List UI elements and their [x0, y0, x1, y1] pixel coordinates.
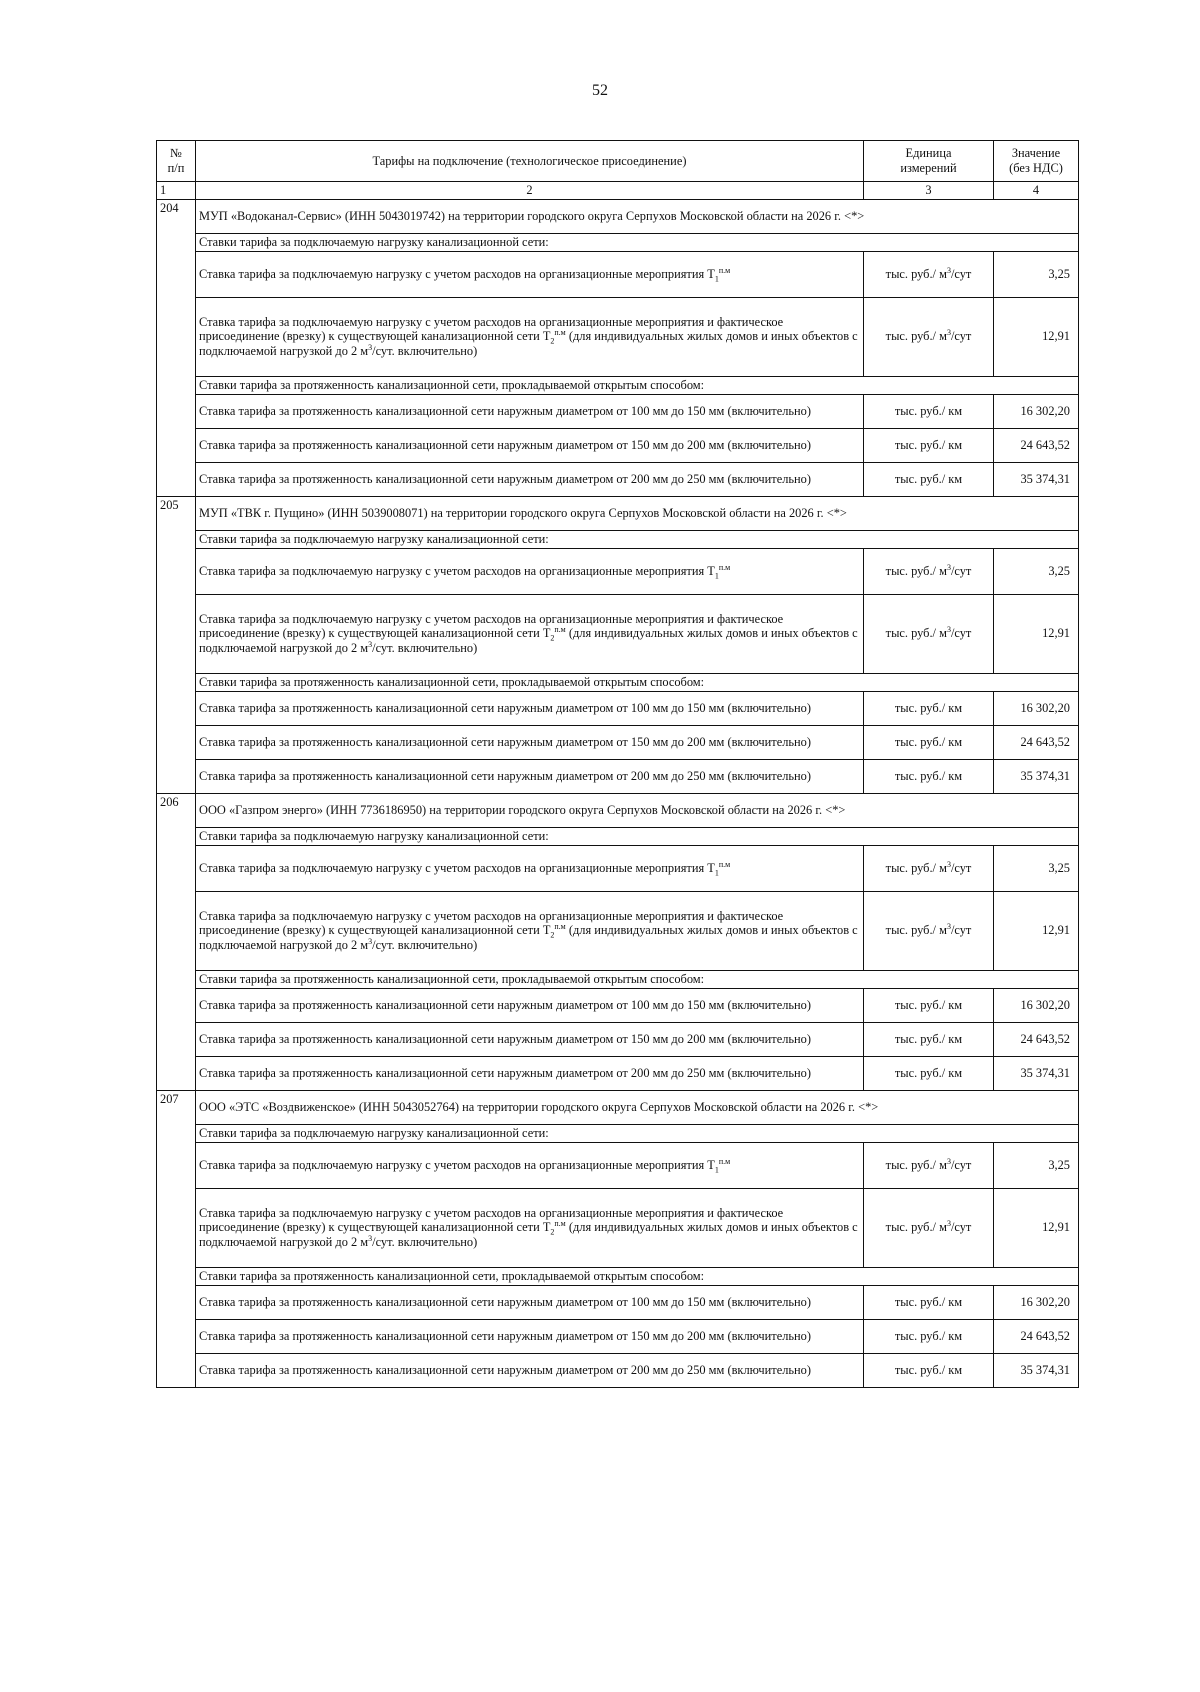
t2-text: /сут. включительно): [372, 938, 478, 953]
t2-value: 12,91: [994, 891, 1079, 970]
len-unit: тыс. руб./ км: [864, 759, 994, 793]
len-100-150-value: 16 302,20: [994, 691, 1079, 725]
page-number: 52: [592, 82, 608, 99]
connection-section-label: Ставки тарифа за подключаемую нагрузку канализационной сети:: [199, 828, 549, 843]
t2-description: [196, 594, 864, 673]
t1-sup: п.м: [718, 562, 731, 572]
t1-text: Ставка тарифа за подключаемую нагрузку с учетом расходов на организационные мероприятия T: [199, 860, 715, 875]
len-200-250-value: 35 374,31: [994, 462, 1079, 496]
table-row: [157, 1319, 1079, 1353]
t1-sub: 1: [714, 571, 719, 581]
t1-unit: [864, 548, 994, 594]
column-index: 3: [864, 182, 994, 200]
unit-text: /сут: [950, 923, 972, 938]
t2-sub: 2: [550, 633, 555, 643]
len-200-250-description: Ставка тарифа за протяженность канализационной сети наружным диаметром от 200 мм до 250 мм (включительно): [196, 1353, 864, 1387]
section-row: [157, 233, 1079, 251]
section-row: [157, 970, 1079, 988]
t2-sub: 2: [550, 336, 555, 346]
unit-text: /сут: [950, 1220, 972, 1235]
len-150-200-description: Ставка тарифа за протяженность канализационной сети наружным диаметром от 150 мм до 200 мм (включительно): [196, 1319, 864, 1353]
t1-value: 3,25: [994, 845, 1079, 891]
t2-text: Ставка тарифа за подключаемую нагрузку с учетом расходов на организационные мероприятия и фактическое присоединение (врезку) к существующей канализационной сети T: [199, 314, 784, 344]
len-150-200-value: 24 643,52: [994, 1022, 1079, 1056]
connection-section-title: [196, 1124, 1079, 1142]
t1-unit: [864, 845, 994, 891]
t2-sup3: 3: [368, 343, 373, 353]
table-row: [157, 759, 1079, 793]
t2-sup: п.м: [554, 1219, 566, 1229]
length-section-title: [196, 376, 1079, 394]
len-unit: тыс. руб./ км: [864, 1353, 994, 1387]
section-row: [157, 673, 1079, 691]
len-100-150-description: Ставка тарифа за протяженность канализационной сети наружным диаметром от 100 мм до 150 мм (включительно): [196, 394, 864, 428]
t2-text: (для индивидуальных жилых домов и иных объектов с подключаемой нагрузкой до 2 м: [199, 329, 858, 359]
t2-sup3: 3: [368, 937, 373, 947]
connection-section-label: Ставки тарифа за подключаемую нагрузку канализационной сети:: [199, 234, 549, 249]
len-unit: тыс. руб./ км: [864, 691, 994, 725]
table-row: [157, 1056, 1079, 1090]
org-title: [196, 1090, 1079, 1124]
header-desc-label: Тарифы на подключение (технологическое присоединение): [372, 153, 687, 168]
header-num: [157, 141, 196, 182]
org-title-row: [157, 793, 1079, 827]
t2-unit: [864, 891, 994, 970]
table-row: [157, 1353, 1079, 1387]
tariff-table: [156, 140, 1079, 1388]
len-100-150-description: Ставка тарифа за протяженность канализационной сети наружным диаметром от 100 мм до 150 мм (включительно): [196, 988, 864, 1022]
t2-sub: 2: [550, 930, 555, 940]
t1-value: 3,25: [994, 548, 1079, 594]
org-number: [157, 496, 196, 793]
t1-sup: п.м: [718, 859, 731, 869]
section-row: [157, 827, 1079, 845]
org-title-row: [157, 199, 1079, 233]
t1-text: Ставка тарифа за подключаемую нагрузку с учетом расходов на организационные мероприятия T: [199, 563, 715, 578]
org-title: [196, 793, 1079, 827]
t2-sup3: 3: [368, 1234, 373, 1244]
t1-description: [196, 548, 864, 594]
table-row: [157, 845, 1079, 891]
t1-sub: 1: [714, 1165, 719, 1175]
table-row: [157, 297, 1079, 376]
t2-description: [196, 297, 864, 376]
len-unit: тыс. руб./ км: [864, 988, 994, 1022]
unit-sup: 3: [946, 1156, 951, 1166]
t1-unit: [864, 1142, 994, 1188]
org-title-row: [157, 496, 1079, 530]
table-row: [157, 1285, 1079, 1319]
t2-text: (для индивидуальных жилых домов и иных объектов с подключаемой нагрузкой до 2 м: [199, 1220, 858, 1250]
org-number: [157, 199, 196, 496]
header-unit: [864, 141, 994, 182]
unit-sup: 3: [946, 328, 951, 338]
t2-text: /сут. включительно): [372, 344, 478, 359]
t1-unit: [864, 251, 994, 297]
table-row: [157, 594, 1079, 673]
table-row: [157, 988, 1079, 1022]
len-200-250-description: Ставка тарифа за протяженность канализационной сети наружным диаметром от 200 мм до 250 мм (включительно): [196, 462, 864, 496]
org-title-label: ООО «Газпром энерго» (ИНН 7736186950) на территории городского округа Серпухов Московской области на 2026 г. <*>: [199, 802, 846, 817]
table-row: [157, 394, 1079, 428]
unit-sup: 3: [946, 859, 951, 869]
table-row: [157, 1022, 1079, 1056]
table-row: [157, 251, 1079, 297]
len-100-150-description: Ставка тарифа за протяженность канализационной сети наружным диаметром от 100 мм до 150 мм (включительно): [196, 691, 864, 725]
len-100-150-description: Ставка тарифа за протяженность канализационной сети наружным диаметром от 100 мм до 150 мм (включительно): [196, 1285, 864, 1319]
column-index: 2: [196, 182, 864, 200]
unit-text: тыс. руб./ м: [885, 860, 947, 875]
unit-sup: 3: [946, 922, 951, 932]
length-section-title: [196, 970, 1079, 988]
header-value-label: Значение (без НДС): [1009, 146, 1063, 175]
t2-text: (для индивидуальных жилых домов и иных объектов с подключаемой нагрузкой до 2 м: [199, 626, 858, 656]
len-200-250-value: 35 374,31: [994, 759, 1079, 793]
t2-text: /сут. включительно): [372, 641, 478, 656]
len-200-250-description: Ставка тарифа за протяженность канализационной сети наружным диаметром от 200 мм до 250 мм (включительно): [196, 1056, 864, 1090]
org-number: [157, 793, 196, 1090]
len-150-200-description: Ставка тарифа за протяженность канализационной сети наружным диаметром от 150 мм до 200 мм (включительно): [196, 428, 864, 462]
org-number: [157, 1090, 196, 1387]
unit-text: /сут: [950, 860, 972, 875]
t2-text: Ставка тарифа за подключаемую нагрузку с учетом расходов на организационные мероприятия и фактическое присоединение (врезку) к существующей канализационной сети T: [199, 908, 784, 938]
t2-text: Ставка тарифа за подключаемую нагрузку с учетом расходов на организационные мероприятия и фактическое присоединение (врезку) к существующей канализационной сети T: [199, 611, 784, 641]
unit-sup: 3: [946, 625, 951, 635]
connection-section-label: Ставки тарифа за подключаемую нагрузку канализационной сети:: [199, 1125, 549, 1140]
unit-text: тыс. руб./ м: [885, 1220, 947, 1235]
length-section-label: Ставки тарифа за протяженность канализационной сети, прокладываемой открытым способом:: [199, 674, 705, 689]
header-unit-label: Единица измерений: [900, 146, 957, 175]
t2-sub: 2: [550, 1227, 555, 1237]
len-unit: тыс. руб./ км: [864, 428, 994, 462]
t2-value: 12,91: [994, 1188, 1079, 1267]
len-100-150-value: 16 302,20: [994, 394, 1079, 428]
connection-section-label: Ставки тарифа за подключаемую нагрузку канализационной сети:: [199, 531, 549, 546]
unit-text: тыс. руб./ м: [885, 266, 947, 281]
unit-text: тыс. руб./ м: [885, 1157, 947, 1172]
org-title-row: [157, 1090, 1079, 1124]
table-row: [157, 548, 1079, 594]
column-index: 1: [157, 182, 196, 200]
org-title-label: МУП «Водоканал-Сервис» (ИНН 5043019742) на территории городского округа Серпухов Московской области на 2026 г. <*>: [199, 208, 865, 223]
org-number-label: 204: [160, 200, 179, 215]
org-number-label: 205: [160, 497, 179, 512]
t2-description: [196, 891, 864, 970]
length-section-label: Ставки тарифа за протяженность канализационной сети, прокладываемой открытым способом:: [199, 377, 705, 392]
column-index-row: [157, 182, 1079, 200]
unit-text: тыс. руб./ м: [885, 329, 947, 344]
t2-value: 12,91: [994, 594, 1079, 673]
length-section-title: [196, 673, 1079, 691]
unit-text: тыс. руб./ м: [885, 626, 947, 641]
t1-description: [196, 845, 864, 891]
t2-text: Ставка тарифа за подключаемую нагрузку с учетом расходов на организационные мероприятия и фактическое присоединение (врезку) к существующей канализационной сети T: [199, 1205, 784, 1235]
unit-text: /сут: [950, 329, 972, 344]
t2-sup3: 3: [368, 640, 373, 650]
org-title-label: МУП «ТВК г. Пущино» (ИНН 5039008071) на территории городского округа Серпухов Московской области на 2026 г. <*>: [199, 505, 847, 520]
t1-description: [196, 1142, 864, 1188]
t2-text: (для индивидуальных жилых домов и иных объектов с подключаемой нагрузкой до 2 м: [199, 923, 858, 953]
t2-sup: п.м: [554, 328, 566, 338]
t1-sup: п.м: [718, 265, 731, 275]
section-row: [157, 376, 1079, 394]
len-150-200-value: 24 643,52: [994, 1319, 1079, 1353]
table-row: [157, 462, 1079, 496]
table-row: [157, 691, 1079, 725]
unit-text: /сут: [950, 1157, 972, 1172]
connection-section-title: [196, 530, 1079, 548]
t1-value: 3,25: [994, 1142, 1079, 1188]
t1-text: Ставка тарифа за подключаемую нагрузку с учетом расходов на организационные мероприятия T: [199, 1157, 715, 1172]
len-unit: тыс. руб./ км: [864, 725, 994, 759]
org-title-label: ООО «ЭТС «Воздвиженское» (ИНН 5043052764) на территории городского округа Серпухов Московской области на 2026 г. <*>: [199, 1099, 879, 1114]
t2-sup: п.м: [554, 625, 566, 635]
unit-sup: 3: [946, 1219, 951, 1229]
section-row: [157, 1124, 1079, 1142]
unit-sup: 3: [946, 562, 951, 572]
org-title: [196, 496, 1079, 530]
connection-section-title: [196, 233, 1079, 251]
header-num-label: № п/п: [167, 146, 185, 175]
t2-sup: п.м: [554, 922, 566, 932]
unit-text: тыс. руб./ м: [885, 563, 947, 578]
t2-value: 12,91: [994, 297, 1079, 376]
t2-unit: [864, 1188, 994, 1267]
len-unit: тыс. руб./ км: [864, 1285, 994, 1319]
t2-text: /сут. включительно): [372, 1235, 478, 1250]
table-row: [157, 891, 1079, 970]
table-row: [157, 428, 1079, 462]
len-150-200-description: Ставка тарифа за протяженность канализационной сети наружным диаметром от 150 мм до 200 мм (включительно): [196, 725, 864, 759]
len-unit: тыс. руб./ км: [864, 462, 994, 496]
len-unit: тыс. руб./ км: [864, 394, 994, 428]
t2-unit: [864, 594, 994, 673]
unit-text: тыс. руб./ м: [885, 923, 947, 938]
unit-text: /сут: [950, 563, 972, 578]
unit-text: /сут: [950, 626, 972, 641]
table-row: [157, 1188, 1079, 1267]
table-row: [157, 725, 1079, 759]
length-section-label: Ставки тарифа за протяженность канализационной сети, прокладываемой открытым способом:: [199, 971, 705, 986]
len-200-250-value: 35 374,31: [994, 1056, 1079, 1090]
t1-text: Ставка тарифа за подключаемую нагрузку с учетом расходов на организационные мероприятия T: [199, 266, 715, 281]
len-100-150-value: 16 302,20: [994, 988, 1079, 1022]
org-number-label: 207: [160, 1091, 179, 1106]
t1-sup: п.м: [718, 1156, 731, 1166]
connection-section-title: [196, 827, 1079, 845]
t2-description: [196, 1188, 864, 1267]
header-desc: [196, 141, 864, 182]
org-number-label: 206: [160, 794, 179, 809]
column-index: 4: [994, 182, 1079, 200]
section-row: [157, 1267, 1079, 1285]
org-title: [196, 199, 1079, 233]
t1-value: 3,25: [994, 251, 1079, 297]
len-150-200-value: 24 643,52: [994, 428, 1079, 462]
table-row: [157, 1142, 1079, 1188]
t1-sub: 1: [714, 868, 719, 878]
len-200-250-description: Ставка тарифа за протяженность канализационной сети наружным диаметром от 200 мм до 250 мм (включительно): [196, 759, 864, 793]
length-section-label: Ставки тарифа за протяженность канализационной сети, прокладываемой открытым способом:: [199, 1268, 705, 1283]
len-unit: тыс. руб./ км: [864, 1056, 994, 1090]
t2-unit: [864, 297, 994, 376]
len-unit: тыс. руб./ км: [864, 1319, 994, 1353]
len-200-250-value: 35 374,31: [994, 1353, 1079, 1387]
len-150-200-description: Ставка тарифа за протяженность канализационной сети наружным диаметром от 150 мм до 200 мм (включительно): [196, 1022, 864, 1056]
unit-sup: 3: [946, 265, 951, 275]
header-row: [157, 141, 1079, 182]
section-row: [157, 530, 1079, 548]
len-150-200-value: 24 643,52: [994, 725, 1079, 759]
length-section-title: [196, 1267, 1079, 1285]
header-value: [994, 141, 1079, 182]
t1-sub: 1: [714, 274, 719, 284]
unit-text: /сут: [950, 266, 972, 281]
t1-description: [196, 251, 864, 297]
len-unit: тыс. руб./ км: [864, 1022, 994, 1056]
len-100-150-value: 16 302,20: [994, 1285, 1079, 1319]
